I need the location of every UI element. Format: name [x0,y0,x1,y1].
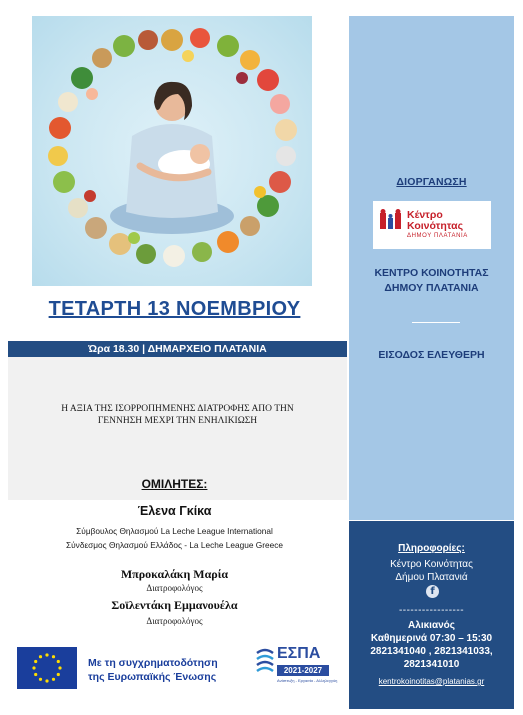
info-town: Αλικιανός [408,620,455,631]
info-line-1: Κέντρο Κοινότητας [390,559,473,570]
family-logo-icon [379,209,403,237]
community-center-logo [373,201,491,249]
breastfeeding-food-ring-illustration [32,16,312,286]
info-separator: ----------------- [398,605,465,616]
facebook-icon[interactable]: f [426,585,439,598]
organizer-panel [349,16,514,520]
info-phones-2: 2821341010 [403,659,460,670]
topic-line-1: Η ΑΞΙΑ ΤΗΣ ΙΣΟΡΡΟΠΗΜΕΝΗΣ ΔΙΑΤΡΟΦΗΣ ΑΠΟ ΤΗΝ [61,404,294,414]
speaker-1-role-2: Σύνδεσμος Θηλασμού Ελλάδος - La Leche League Greece [66,540,283,550]
speaker-3-name: Σοϊλεντάκη Εμμανουέλα [111,598,238,612]
topic-line-2: ΓΕΝΝΗΣΗ ΜΕΧΡΙ ΤΗΝ ΕΝΗΛΙΚΙΩΣΗ [97,416,258,426]
espa-logo [255,645,338,691]
event-topic [8,403,347,427]
logo-text-line3: ΔΗΜΟΥ ΠΛΑΤΑΝΙΑ [407,233,468,239]
organizer-name [349,266,514,296]
organizer-heading: ΔΙΟΡΓΑΝΩΣΗ [396,176,467,188]
speaker-2-role: Διατροφολόγος [146,583,203,593]
espa-period: 2021-2027 [277,665,329,676]
eu-stars-icon [17,647,77,689]
info-hours: Καθημερινά 07:30 – 15:30 [370,633,493,644]
info-phones-1: 2821341040 , 2821341033, [370,646,493,657]
organizer-name-line1: ΚΕΝΤΡΟ ΚΟΙΝΟΤΗΤΑΣ [374,267,489,279]
espa-title: ΕΣΠΑ [277,645,321,662]
info-panel [349,521,514,709]
eu-text-line2: της Ευρωπαϊκής Ένωσης [88,671,217,683]
logo-text-line2: Κοινότητας [407,220,464,232]
espa-tagline: Ανάπτυξη - Εργασία - Αλληλεγγύη [277,678,338,683]
espa-wave-icon [255,647,275,677]
organizer-name-line2: ΔΗΜΟΥ ΠΛΑΤΑΝΙΑ [384,282,479,294]
event-date: ΤΕΤΑΡΤΗ 13 ΝΟΕΜΒΡΙΟΥ [48,298,301,320]
time-place-bar: Ώρα 18.30 | ΔΗΜΑΡΧΕΙΟ ΠΛΑΤΑΝΙΑ [8,341,347,357]
eu-text-line1: Με τη συγχρηματοδότηση [88,657,218,669]
mother-and-baby [110,82,234,234]
speaker-2-name: Μπροκαλάκη Μαρία [120,567,229,581]
speaker-1-role-1: Σύμβουλος Θηλασμού La Leche League International [76,526,273,536]
email-link[interactable]: kentrokoinotitas@platanias.gr [378,677,485,686]
speaker-1-name: Έλενα Γκίκα [137,504,212,518]
info-heading: Πληροφορίες: [398,543,465,554]
free-entry-label: ΕΙΣΟΔΟΣ ΕΛΕΥΘΕΡΗ [378,349,485,361]
logo-text-line1: Κέντρο [407,209,443,221]
info-line-2: Δήμου Πλατανιά [395,572,468,583]
speakers-heading: ΟΜΙΛΗΤΕΣ: [141,477,208,491]
speaker-3-role: Διατροφολόγος [146,616,203,626]
eu-flag-icon [17,647,77,689]
eu-cofunding-text [88,656,218,684]
divider [412,322,460,323]
hero-illustration [32,16,312,286]
